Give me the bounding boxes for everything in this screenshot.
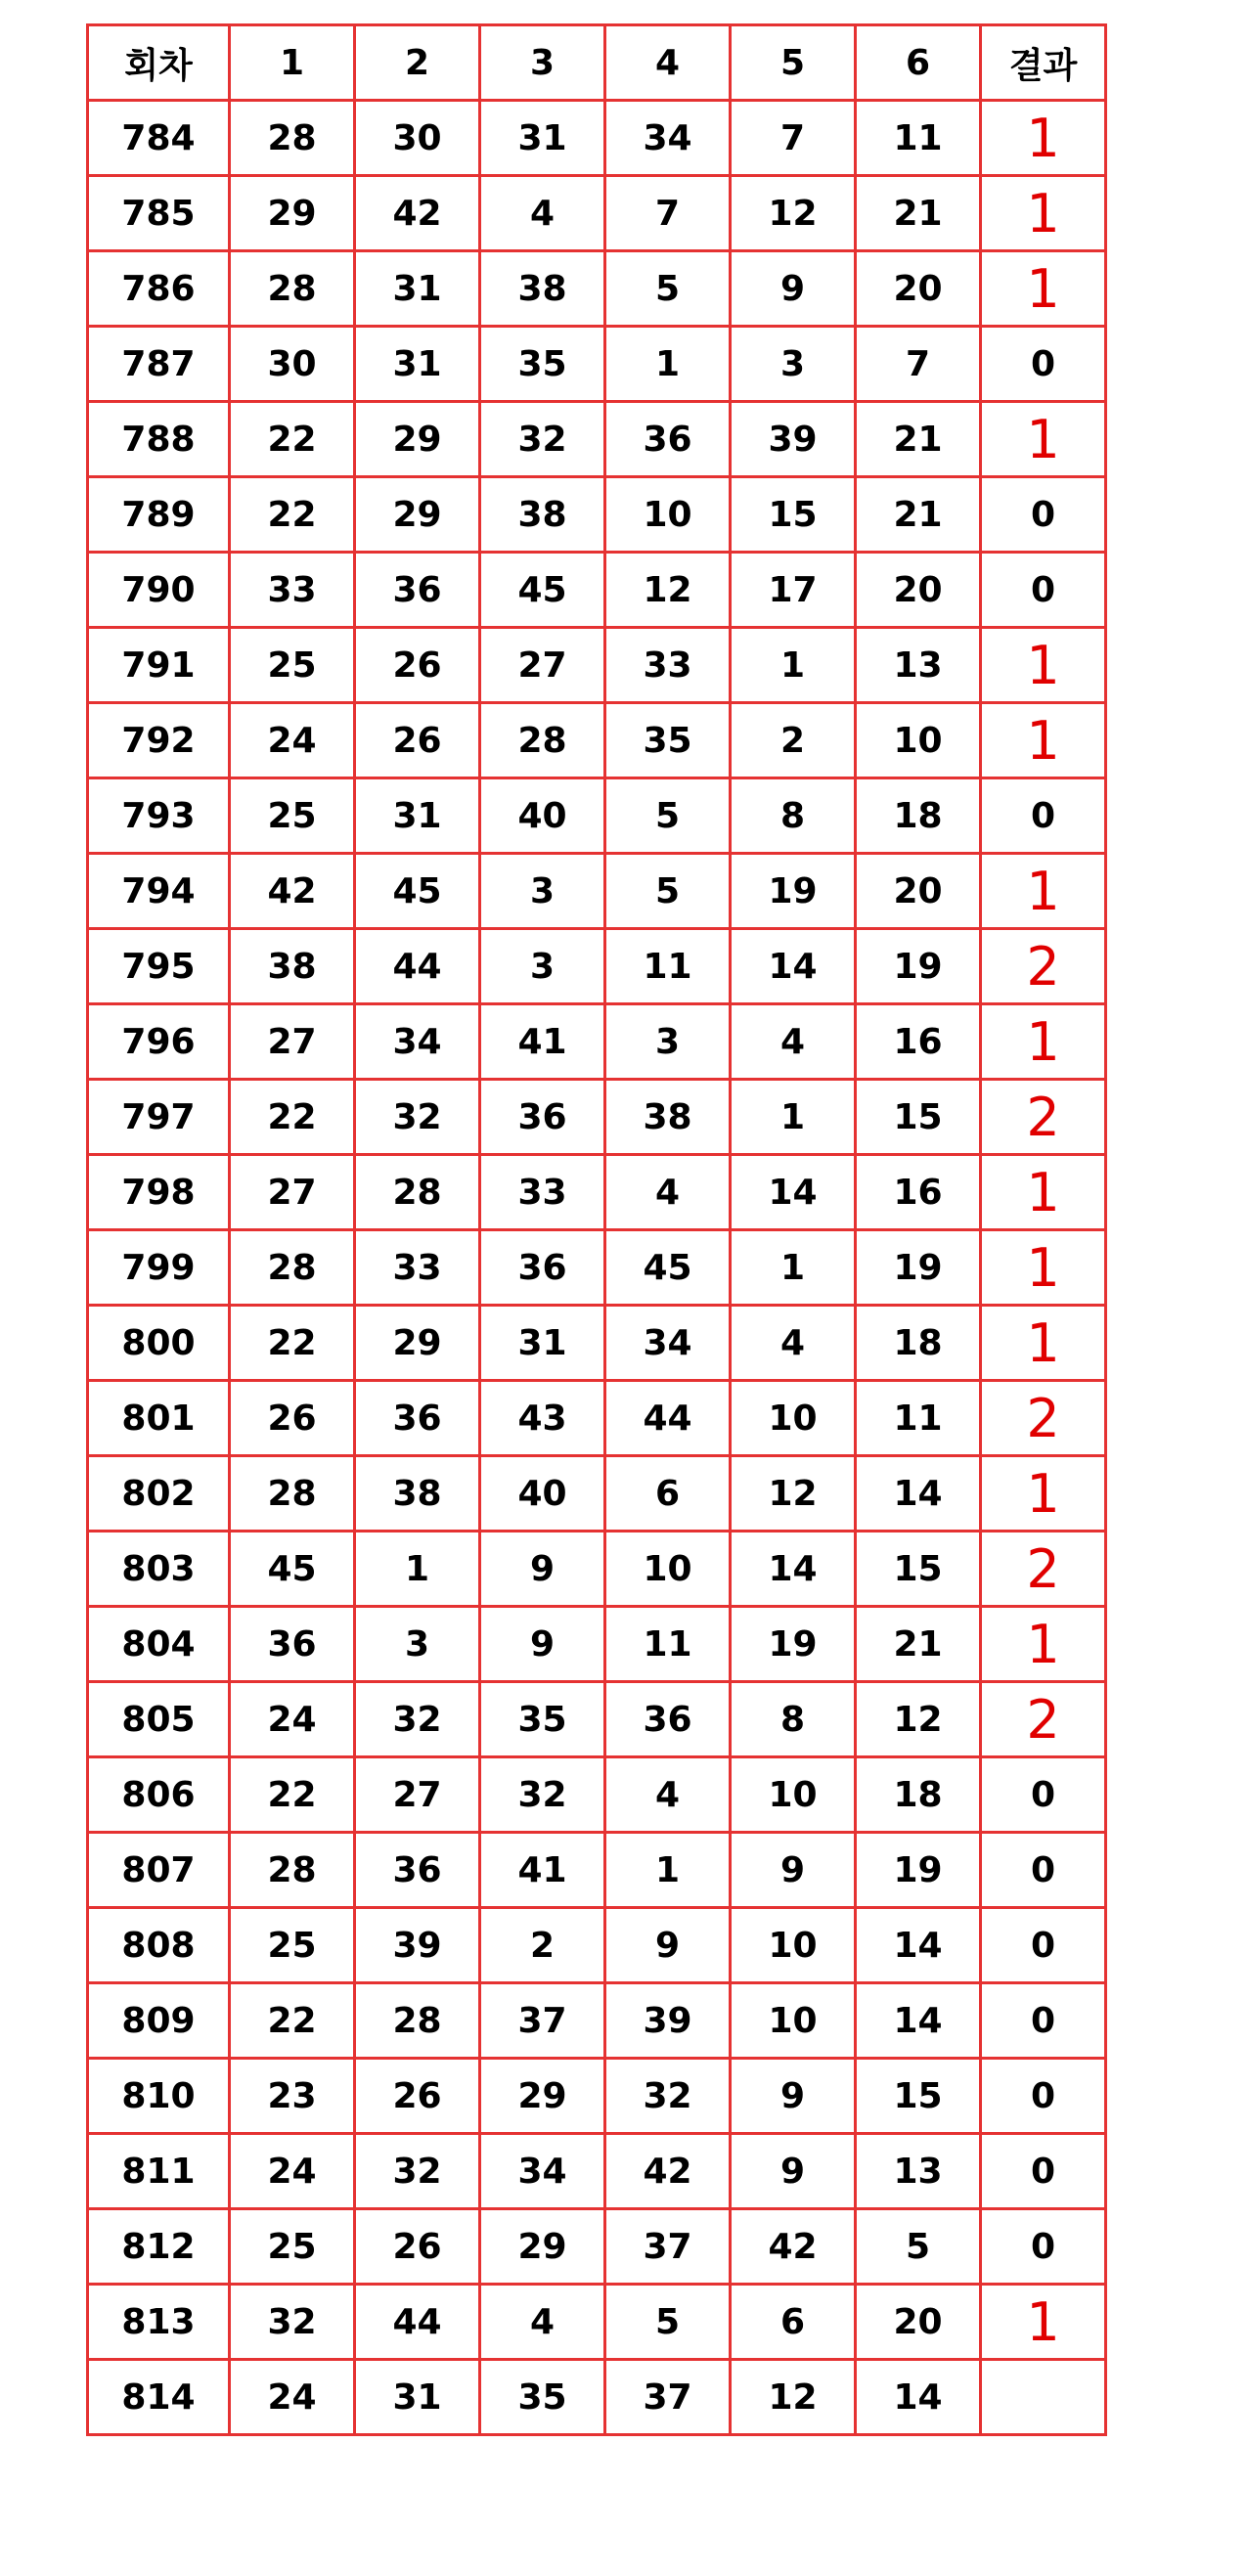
number-cell-hit: 45: [605, 1230, 731, 1306]
number-cell-hit: 39: [731, 402, 856, 477]
number-cell: 28: [230, 101, 355, 176]
number-cell: 11: [856, 101, 981, 176]
number-cell: 20: [856, 553, 981, 628]
number-cell: 1: [731, 1080, 856, 1155]
round-number: 811: [88, 2134, 230, 2209]
number-cell-hit: 32: [355, 1080, 480, 1155]
result-cell: 0: [981, 2134, 1106, 2209]
number-cell: 28: [480, 703, 605, 778]
number-cell: 31: [480, 101, 605, 176]
number-cell: 32: [355, 2134, 480, 2209]
number-cell: 41: [480, 1833, 605, 1908]
table-row: [88, 778, 1106, 854]
number-cell: 35: [480, 2360, 605, 2435]
number-cell: 28: [230, 1456, 355, 1532]
table-row: [88, 1004, 1106, 1080]
table-row: [88, 402, 1106, 477]
result-cell: 0: [981, 2209, 1106, 2285]
result-cell: 1: [981, 703, 1106, 778]
table-row: [88, 2285, 1106, 2360]
round-number: 798: [88, 1155, 230, 1230]
number-cell: 27: [230, 1004, 355, 1080]
table-row: [88, 854, 1106, 929]
number-cell: 10: [731, 1908, 856, 1983]
number-cell: 26: [355, 628, 480, 703]
table-row: [88, 176, 1106, 251]
number-cell: 36: [355, 1381, 480, 1456]
number-cell: 38: [605, 1080, 731, 1155]
result-cell: 0: [981, 327, 1106, 402]
number-cell-hit: 4: [480, 176, 605, 251]
result-cell: 1: [981, 1456, 1106, 1532]
round-number: 802: [88, 1456, 230, 1532]
number-cell: 24: [230, 2134, 355, 2209]
round-number: 809: [88, 1983, 230, 2059]
result-cell: 0: [981, 778, 1106, 854]
number-cell: 28: [355, 1155, 480, 1230]
number-cell-hit: 44: [355, 2285, 480, 2360]
number-cell: 21: [856, 477, 981, 553]
number-cell: 1: [605, 327, 731, 402]
number-cell-hit: 19: [731, 854, 856, 929]
number-cell: 14: [856, 1908, 981, 1983]
number-cell: 12: [731, 176, 856, 251]
number-cell: 4: [480, 2285, 605, 2360]
number-cell: 22: [230, 477, 355, 553]
number-cell: 11: [605, 1607, 731, 1682]
number-cell: 40: [480, 778, 605, 854]
table-row: [88, 1532, 1106, 1607]
number-cell: 29: [480, 2059, 605, 2134]
number-cell: 2: [731, 703, 856, 778]
number-cell: 33: [355, 1230, 480, 1306]
number-cell: 1: [355, 1532, 480, 1607]
number-cell: 31: [355, 778, 480, 854]
number-cell: 18: [856, 1306, 981, 1381]
result-cell: [981, 2360, 1106, 2435]
table-row: [88, 1908, 1106, 1983]
number-cell: 7: [856, 327, 981, 402]
round-number: 812: [88, 2209, 230, 2285]
column-header-2: 2: [355, 25, 480, 101]
number-cell: 42: [731, 2209, 856, 2285]
round-number: 789: [88, 477, 230, 553]
number-cell: 2: [480, 1908, 605, 1983]
round-number: 806: [88, 1757, 230, 1833]
number-cell: 38: [480, 477, 605, 553]
number-cell: 34: [605, 1306, 731, 1381]
table-row: [88, 1306, 1106, 1381]
lotto-result-table: [86, 23, 1107, 2436]
number-cell: 29: [355, 1306, 480, 1381]
number-cell: 22: [230, 1306, 355, 1381]
number-cell: 22: [230, 402, 355, 477]
number-cell: 3: [605, 1004, 731, 1080]
round-number: 801: [88, 1381, 230, 1456]
number-cell: 34: [355, 1004, 480, 1080]
number-cell: 41: [480, 1004, 605, 1080]
number-cell: 4: [731, 1004, 856, 1080]
table-row: [88, 1607, 1106, 1682]
result-cell: 0: [981, 553, 1106, 628]
number-cell: 31: [480, 1306, 605, 1381]
number-cell: 33: [480, 1155, 605, 1230]
number-cell: 40: [480, 1456, 605, 1532]
number-cell: 36: [605, 1682, 731, 1757]
number-cell: 14: [856, 2360, 981, 2435]
number-cell: 9: [605, 1908, 731, 1983]
number-cell: 9: [731, 251, 856, 327]
number-cell-hit: 22: [230, 1080, 355, 1155]
number-cell: 27: [480, 628, 605, 703]
number-cell: 15: [731, 477, 856, 553]
number-cell: 37: [605, 2360, 731, 2435]
number-cell: 38: [355, 1456, 480, 1532]
number-cell: 10: [605, 477, 731, 553]
table-row: [88, 1757, 1106, 1833]
number-cell: 35: [480, 1682, 605, 1757]
result-cell: 1: [981, 176, 1106, 251]
number-cell: 20: [856, 854, 981, 929]
number-cell: 4: [605, 1757, 731, 1833]
number-cell: 32: [230, 2285, 355, 2360]
round-number: 807: [88, 1833, 230, 1908]
number-cell: 13: [856, 2134, 981, 2209]
result-cell: 1: [981, 101, 1106, 176]
round-number: 800: [88, 1306, 230, 1381]
number-cell: 24: [230, 703, 355, 778]
number-cell: 25: [230, 1908, 355, 1983]
result-cell: 0: [981, 2059, 1106, 2134]
number-cell: 18: [856, 778, 981, 854]
number-cell: 36: [480, 1080, 605, 1155]
column-header-3: 3: [480, 25, 605, 101]
result-cell: 1: [981, 251, 1106, 327]
number-cell: 10: [731, 1757, 856, 1833]
number-cell: 35: [480, 327, 605, 402]
number-cell: 32: [480, 402, 605, 477]
table-row: [88, 101, 1106, 176]
number-cell-hit: 4: [731, 1306, 856, 1381]
table-row: [88, 553, 1106, 628]
round-number: 796: [88, 1004, 230, 1080]
round-number: 803: [88, 1532, 230, 1607]
result-cell: 1: [981, 1607, 1106, 1682]
number-cell: 1: [731, 628, 856, 703]
number-cell: 29: [480, 2209, 605, 2285]
number-cell: 21: [856, 402, 981, 477]
result-cell: 0: [981, 477, 1106, 553]
number-cell: 35: [605, 703, 731, 778]
number-cell: 16: [856, 1004, 981, 1080]
number-cell: 30: [230, 327, 355, 402]
number-cell: 31: [355, 251, 480, 327]
number-cell: 14: [856, 1456, 981, 1532]
number-cell: 19: [731, 1607, 856, 1682]
number-cell-hit: 14: [731, 1155, 856, 1230]
number-cell: 26: [230, 1381, 355, 1456]
number-cell: 28: [355, 1983, 480, 2059]
number-cell-hit: 32: [355, 1682, 480, 1757]
number-cell: 9: [731, 1833, 856, 1908]
number-cell: 30: [355, 101, 480, 176]
result-cell: 1: [981, 1230, 1106, 1306]
result-cell: 1: [981, 1155, 1106, 1230]
number-cell: 14: [731, 929, 856, 1004]
number-cell: 45: [230, 1532, 355, 1607]
number-cell: 45: [355, 854, 480, 929]
result-cell: 0: [981, 1983, 1106, 2059]
table-row: [88, 2209, 1106, 2285]
number-cell: 25: [230, 778, 355, 854]
number-cell: 5: [605, 778, 731, 854]
table-row: [88, 703, 1106, 778]
number-cell: 39: [355, 1908, 480, 1983]
number-cell: 27: [355, 1757, 480, 1833]
number-cell-hit: 44: [605, 1381, 731, 1456]
number-cell: 37: [480, 1983, 605, 2059]
table-row: [88, 477, 1106, 553]
column-header-1: 1: [230, 25, 355, 101]
result-cell: 2: [981, 1532, 1106, 1607]
number-cell: 9: [731, 2134, 856, 2209]
table-row: [88, 1230, 1106, 1306]
number-cell: 8: [731, 778, 856, 854]
number-cell: 10: [605, 1532, 731, 1607]
number-cell: 26: [355, 2209, 480, 2285]
number-cell-hit: 33: [605, 628, 731, 703]
number-cell: 13: [856, 628, 981, 703]
table-row: [88, 628, 1106, 703]
round-number: 786: [88, 251, 230, 327]
number-cell: 31: [355, 2360, 480, 2435]
number-cell: 25: [230, 628, 355, 703]
number-cell: 28: [230, 251, 355, 327]
result-cell: 0: [981, 1757, 1106, 1833]
round-number: 790: [88, 553, 230, 628]
number-cell: 24: [230, 2360, 355, 2435]
table-row: [88, 1381, 1106, 1456]
number-cell: 7: [731, 101, 856, 176]
table-row: [88, 2360, 1106, 2435]
round-number: 804: [88, 1607, 230, 1682]
number-cell: 7: [605, 176, 731, 251]
round-header: 회차: [88, 25, 230, 101]
number-cell: 17: [731, 553, 856, 628]
round-number: 784: [88, 101, 230, 176]
number-cell: 28: [230, 1833, 355, 1908]
column-header-6: 6: [856, 25, 981, 101]
table-row: [88, 2134, 1106, 2209]
table-row: [88, 1833, 1106, 1908]
number-cell-hit: 3: [480, 929, 605, 1004]
table-row: [88, 1682, 1106, 1757]
number-cell: 22: [230, 1757, 355, 1833]
result-cell: 2: [981, 1381, 1106, 1456]
number-cell: 31: [355, 327, 480, 402]
number-cell: 6: [731, 2285, 856, 2360]
number-cell: 29: [230, 176, 355, 251]
number-cell: 19: [856, 929, 981, 1004]
number-cell: 32: [605, 2059, 731, 2134]
number-cell: 3: [731, 327, 856, 402]
result-cell: 2: [981, 1682, 1106, 1757]
result-cell: 1: [981, 1004, 1106, 1080]
number-cell-hit: 43: [480, 1381, 605, 1456]
number-cell: 29: [355, 477, 480, 553]
number-cell-hit: 38: [230, 929, 355, 1004]
round-number: 791: [88, 628, 230, 703]
round-number: 792: [88, 703, 230, 778]
number-cell: 12: [605, 553, 731, 628]
number-cell: 34: [480, 2134, 605, 2209]
round-number: 808: [88, 1908, 230, 1983]
number-cell: 22: [230, 1983, 355, 2059]
number-cell: 9: [480, 1607, 605, 1682]
number-cell: 3: [355, 1607, 480, 1682]
number-cell-hit: 12: [856, 1682, 981, 1757]
round-number: 795: [88, 929, 230, 1004]
round-number: 814: [88, 2360, 230, 2435]
number-cell-hit: 14: [731, 1532, 856, 1607]
table-row: [88, 1155, 1106, 1230]
number-cell: 42: [355, 176, 480, 251]
number-cell: 34: [605, 101, 731, 176]
number-cell: 37: [605, 2209, 731, 2285]
round-number: 793: [88, 778, 230, 854]
number-cell: 8: [731, 1682, 856, 1757]
number-cell-hit: 20: [856, 251, 981, 327]
number-cell: 42: [230, 854, 355, 929]
result-cell: 2: [981, 929, 1106, 1004]
round-number: 799: [88, 1230, 230, 1306]
number-cell-hit: 36: [230, 1607, 355, 1682]
result-cell: 1: [981, 402, 1106, 477]
number-cell: 16: [856, 1155, 981, 1230]
result-cell: 1: [981, 1306, 1106, 1381]
number-cell: 12: [731, 1456, 856, 1532]
table-row: [88, 2059, 1106, 2134]
round-number: 797: [88, 1080, 230, 1155]
column-header-5: 5: [731, 25, 856, 101]
round-number: 813: [88, 2285, 230, 2360]
round-number: 794: [88, 854, 230, 929]
number-cell: 20: [856, 2285, 981, 2360]
number-cell: 26: [355, 2059, 480, 2134]
number-cell: 36: [355, 1833, 480, 1908]
number-cell: 38: [480, 251, 605, 327]
number-cell: 12: [731, 2360, 856, 2435]
number-cell: 39: [605, 1983, 731, 2059]
table-row: [88, 1983, 1106, 2059]
number-cell: 9: [731, 2059, 856, 2134]
number-cell: 1: [731, 1230, 856, 1306]
number-cell: 3: [480, 854, 605, 929]
number-cell: 10: [731, 1381, 856, 1456]
number-cell: 26: [355, 703, 480, 778]
number-cell: 10: [731, 1983, 856, 2059]
number-cell: 15: [856, 2059, 981, 2134]
result-header: 결과: [981, 25, 1106, 101]
number-cell: 28: [230, 1230, 355, 1306]
result-cell: 0: [981, 1833, 1106, 1908]
number-cell: 5: [856, 2209, 981, 2285]
number-cell: 18: [856, 1757, 981, 1833]
number-cell: 29: [355, 402, 480, 477]
result-cell: 1: [981, 628, 1106, 703]
result-cell: 1: [981, 2285, 1106, 2360]
number-cell: 10: [856, 703, 981, 778]
number-cell: 42: [605, 2134, 731, 2209]
round-number: 810: [88, 2059, 230, 2134]
number-cell: 15: [856, 1080, 981, 1155]
result-cell: 0: [981, 1908, 1106, 1983]
number-cell: 15: [856, 1532, 981, 1607]
number-cell: 25: [230, 2209, 355, 2285]
number-cell: 44: [355, 929, 480, 1004]
result-cell: 2: [981, 1080, 1106, 1155]
number-cell: 19: [856, 1230, 981, 1306]
round-number: 788: [88, 402, 230, 477]
result-cell: 1: [981, 854, 1106, 929]
number-cell: 6: [605, 1456, 731, 1532]
number-cell: 1: [605, 1833, 731, 1908]
table-row: [88, 929, 1106, 1004]
number-cell: 5: [605, 2285, 731, 2360]
round-number: 785: [88, 176, 230, 251]
number-cell: 21: [856, 176, 981, 251]
number-cell: 36: [355, 553, 480, 628]
table-row: [88, 251, 1106, 327]
number-cell: 5: [605, 251, 731, 327]
number-cell: 11: [605, 929, 731, 1004]
round-number: 787: [88, 327, 230, 402]
number-cell: 36: [605, 402, 731, 477]
table-row: [88, 1456, 1106, 1532]
number-cell: 27: [230, 1155, 355, 1230]
number-cell: 19: [856, 1833, 981, 1908]
number-cell: 4: [605, 1155, 731, 1230]
number-cell-hit: 9: [480, 1532, 605, 1607]
number-cell: 45: [480, 553, 605, 628]
number-cell: 21: [856, 1607, 981, 1682]
round-number: 805: [88, 1682, 230, 1757]
table-row: [88, 1080, 1106, 1155]
table-row: [88, 327, 1106, 402]
table-body: [88, 101, 1106, 2435]
number-cell: 24: [230, 1682, 355, 1757]
number-cell: 11: [856, 1381, 981, 1456]
header-row: [88, 25, 1106, 101]
number-cell: 33: [230, 553, 355, 628]
number-cell: 36: [480, 1230, 605, 1306]
number-cell: 5: [605, 854, 731, 929]
number-cell: 14: [856, 1983, 981, 2059]
number-cell: 23: [230, 2059, 355, 2134]
column-header-4: 4: [605, 25, 731, 101]
number-cell: 32: [480, 1757, 605, 1833]
